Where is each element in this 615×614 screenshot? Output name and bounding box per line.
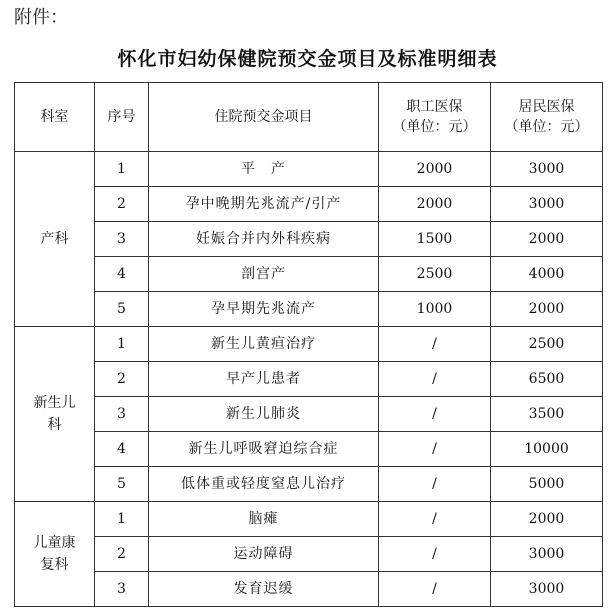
row-resident-amount: 5000 (491, 467, 603, 502)
table-row (15, 152, 603, 187)
table-row (15, 502, 603, 537)
header-resident-insurance (491, 83, 603, 152)
row-employee-amount: 1500 (379, 222, 491, 257)
row-resident-amount: 3000 (491, 537, 603, 572)
attachment-label: 附件： (14, 7, 68, 28)
row-item: 脑瘫 (149, 502, 379, 537)
header-resident-line2: （单位：元） (504, 119, 589, 135)
table-row (15, 467, 603, 502)
row-resident-amount: 2000 (491, 292, 603, 327)
row-resident-amount: 4000 (491, 257, 603, 292)
row-employee-amount: / (379, 327, 491, 362)
row-resident-amount: 6500 (491, 362, 603, 397)
header-employee-insurance (379, 83, 491, 152)
row-number: 4 (95, 432, 149, 467)
row-employee-amount: / (379, 572, 491, 607)
row-employee-amount: 2000 (379, 152, 491, 187)
row-item: 妊娠合并内外科疾病 (149, 222, 379, 257)
row-number: 2 (95, 187, 149, 222)
row-employee-amount: / (379, 362, 491, 397)
table-row (15, 222, 603, 257)
table-row (15, 537, 603, 572)
row-resident-amount: 2000 (491, 222, 603, 257)
row-item: 运动障碍 (149, 537, 379, 572)
row-employee-amount: / (379, 537, 491, 572)
row-item: 孕早期先兆流产 (149, 292, 379, 327)
department-cell: 儿童康复科 (15, 502, 95, 607)
row-item: 新生儿肺炎 (149, 397, 379, 432)
row-number: 2 (95, 537, 149, 572)
header-resident-line1: 居民医保 (518, 99, 575, 115)
row-item: 低体重或轻度窒息儿治疗 (149, 467, 379, 502)
department-cell: 新生儿科 (15, 327, 95, 502)
table-row (15, 397, 603, 432)
row-employee-amount: 2500 (379, 257, 491, 292)
row-employee-amount: 1000 (379, 292, 491, 327)
row-number: 5 (95, 292, 149, 327)
table-header-row (15, 83, 603, 152)
row-number: 3 (95, 222, 149, 257)
row-resident-amount: 2000 (491, 502, 603, 537)
row-item: 平 产 (149, 152, 379, 187)
table-row (15, 257, 603, 292)
row-number: 2 (95, 362, 149, 397)
row-item: 新生儿呼吸窘迫综合症 (149, 432, 379, 467)
header-employee-line2: （单位：元） (392, 119, 477, 135)
table-row (15, 432, 603, 467)
document-title: 怀化市妇幼保健院预交金项目及标准明细表 (117, 48, 498, 70)
row-item: 剖宫产 (149, 257, 379, 292)
row-number: 1 (95, 327, 149, 362)
row-number: 1 (95, 502, 149, 537)
row-item: 早产儿患者 (149, 362, 379, 397)
row-resident-amount: 3500 (491, 397, 603, 432)
header-employee-line1: 职工医保 (406, 99, 463, 115)
row-resident-amount: 3000 (491, 572, 603, 607)
row-number: 3 (95, 572, 149, 607)
row-employee-amount: / (379, 502, 491, 537)
row-item: 发育迟缓 (149, 572, 379, 607)
row-resident-amount: 3000 (491, 187, 603, 222)
row-employee-amount: 2000 (379, 187, 491, 222)
department-cell: 产科 (15, 152, 95, 327)
row-number: 5 (95, 467, 149, 502)
row-number: 1 (95, 152, 149, 187)
header-item: 住院预交金项目 (149, 83, 379, 152)
table-row (15, 572, 603, 607)
row-resident-amount: 10000 (491, 432, 603, 467)
table-row (15, 362, 603, 397)
table-row (15, 292, 603, 327)
deposit-standards-table (14, 82, 603, 607)
table-row (15, 187, 603, 222)
header-number: 序号 (95, 83, 149, 152)
row-resident-amount: 3000 (491, 152, 603, 187)
row-employee-amount: / (379, 397, 491, 432)
row-item: 新生儿黄疸治疗 (149, 327, 379, 362)
table-row (15, 327, 603, 362)
header-department: 科室 (15, 83, 95, 152)
row-number: 3 (95, 397, 149, 432)
row-resident-amount: 2500 (491, 327, 603, 362)
row-employee-amount: / (379, 432, 491, 467)
row-number: 4 (95, 257, 149, 292)
row-item: 孕中晚期先兆流产/引产 (149, 187, 379, 222)
row-employee-amount: / (379, 467, 491, 502)
